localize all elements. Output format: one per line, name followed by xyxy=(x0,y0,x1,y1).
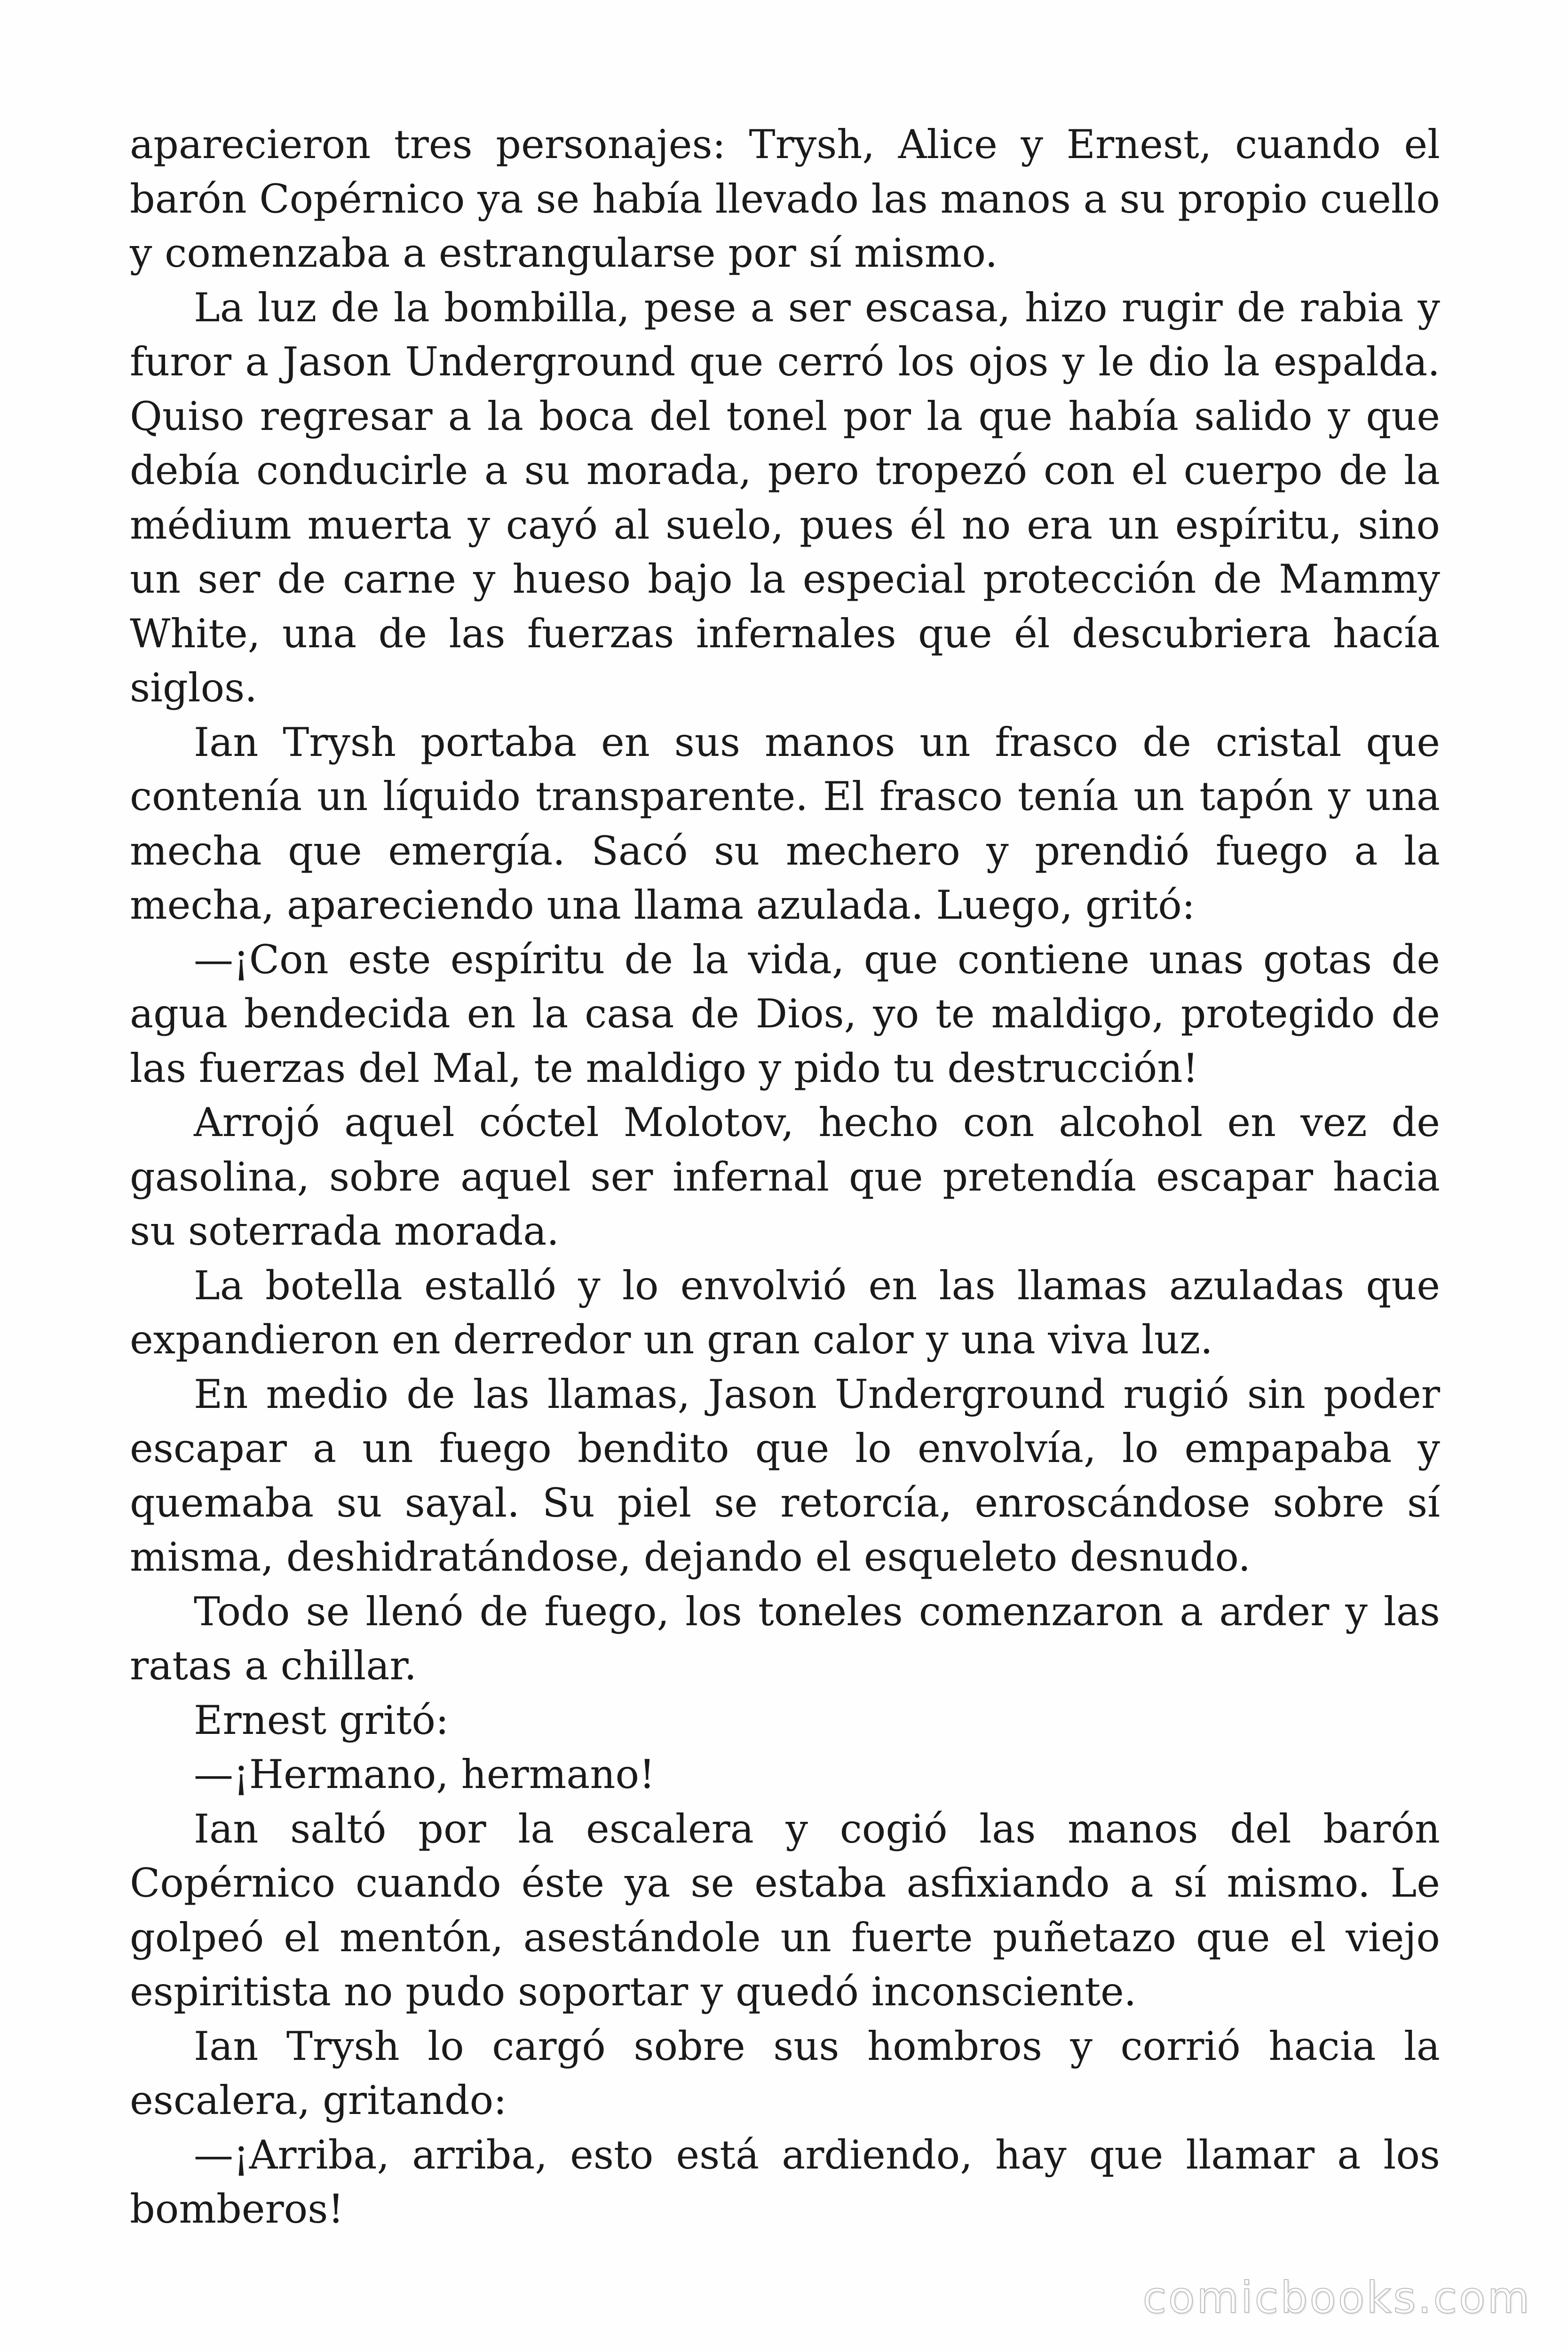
paragraph: Ian Trysh portaba en sus manos un frasco de cristal que contenía un líquido transparente. El frasco tenía un tapón y una mecha que emergía. Sacó su mechero y prendió fuego a la mecha, apareciendo una llama azulada. Luego, gritó: xyxy=(130,719,1440,928)
paragraph: En medio de las llamas, Jason Underground rugió sin poder escapar a un fuego bendito que lo envolvía, lo empapaba y quemaba su sayal. Su piel se retorcía, enroscándose sobre sí misma, deshidratándose, dejando el esqueleto desnudo. xyxy=(130,1371,1440,1580)
paragraph: La luz de la bombilla, pese a ser escasa, hizo rugir de rabia y furor a Jason Underground que cerró los ojos y le dio la espalda. Quiso regresar a la boca del tonel por la que había salido y que debía conducirle a su morada, pero tropezó con el cuerpo de la médium muerta y cayó al suelo, pues él no era un espíritu, sino un ser de carne y hueso bajo la especial protección de Mammy White, una de las fuerzas infernales que él descubriera hacía siglos. xyxy=(130,284,1440,711)
watermark: comicbooks.com xyxy=(1142,2273,1531,2323)
paragraph: Arrojó aquel cóctel Molotov, hecho con alcohol en vez de gasolina, sobre aquel ser infernal que pretendía escapar hacia su soterrada morada. xyxy=(130,1099,1440,1254)
paragraph: Todo se llenó de fuego, los toneles comenzaron a arder y las ratas a chillar. xyxy=(130,1588,1440,1689)
paragraph: Ian Trysh lo cargó sobre sus hombros y corrió hacia la escalera, gritando: xyxy=(130,2023,1440,2123)
paragraph: La botella estalló y lo envolvió en las llamas azuladas que expandieron en derredor un gran calor y una viva luz. xyxy=(130,1262,1440,1363)
paragraph: Ian saltó por la escalera y cogió las manos del barón Copérnico cuando éste ya se estaba asfixiando a sí mismo. Le golpeó el mentón, asestándole un fuerte puñetazo que el viejo espiritista no pudo soportar y quedó inconsciente. xyxy=(130,1805,1440,2015)
paragraph: aparecieron tres personajes: Trysh, Alice y Ernest, cuando el barón Copérnico ya se había llevado las manos a su propio cuello y comenzaba a estrangularse por sí mismo. xyxy=(130,121,1440,276)
body-text xyxy=(130,118,1440,2237)
dialogue-paragraph: —¡Arriba, arriba, esto está ardiendo, hay que llamar a los bomberos! xyxy=(130,2131,1440,2232)
paragraph: Ernest gritó: xyxy=(194,1697,449,1743)
dialogue-paragraph: —¡Hermano, hermano! xyxy=(194,1751,655,1797)
dialogue-paragraph: —¡Con este espíritu de la vida, que contiene unas gotas de agua bendecida en la casa de Dios, yo te maldigo, protegido de las fuerzas del Mal, te maldigo y pido tu destrucción! xyxy=(130,936,1440,1091)
